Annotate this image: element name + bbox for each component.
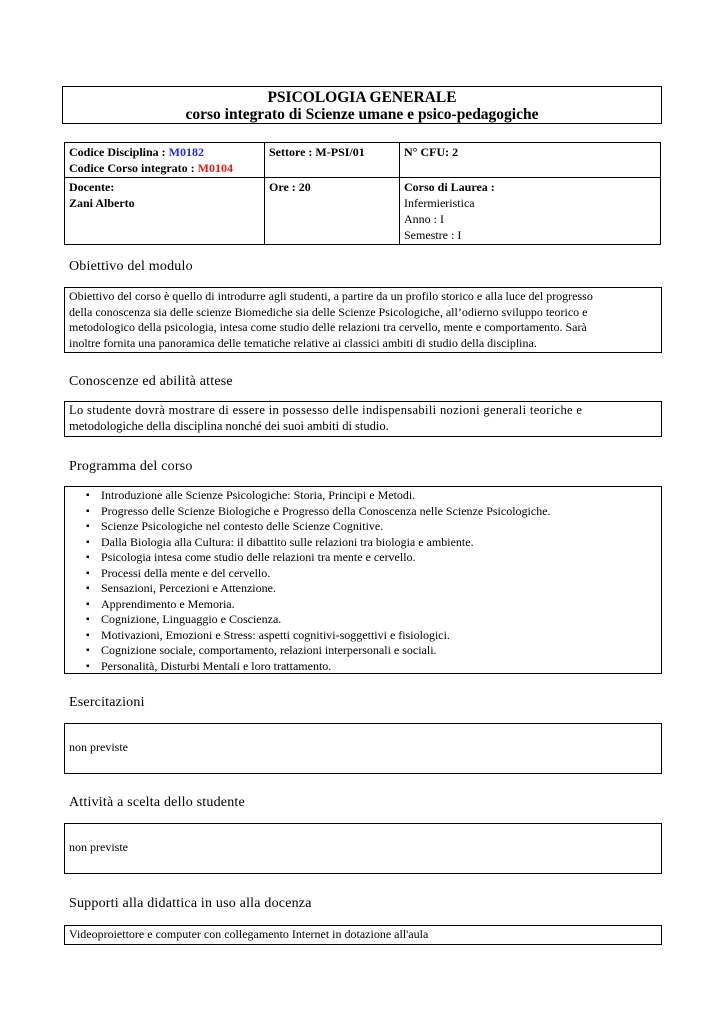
list-item: ▪ Psicologia intesa come studio delle relazioni tra mente e cervello. xyxy=(69,550,657,566)
obiettivo-line: metodologico della psicologia, intesa come studio delle relazioni tra cervello, mente e comportamento. Sarà xyxy=(69,320,587,334)
attivita-box xyxy=(64,823,662,874)
corso-laurea-value: Infermieristica xyxy=(404,196,475,210)
codice-corso: Codice Corso integrato : M0104 xyxy=(69,161,233,175)
esercitazioni-box xyxy=(64,723,662,774)
settore-cell: Settore : M-PSI/01 xyxy=(265,143,400,178)
conoscenze-box xyxy=(64,401,662,437)
corso-laurea-cell xyxy=(400,178,661,245)
ore-cell: Ore : 20 xyxy=(265,178,400,245)
attivita-heading: Attività a scelta dello studente xyxy=(69,795,245,810)
supporti-box xyxy=(64,925,662,945)
cfu-cell: N° CFU: 2 xyxy=(400,143,661,178)
page-title: PSICOLOGIA GENERALE xyxy=(267,89,457,106)
codice-disciplina: Codice Disciplina : M0182 xyxy=(69,145,204,159)
programma-list xyxy=(69,488,657,674)
obiettivo-line: inoltre fornita una panoramica delle tematiche relative ai classici ambiti di studio della disciplina. xyxy=(69,335,537,350)
list-item: ▪ Cognizione, Linguaggio e Coscienza. xyxy=(69,612,657,628)
docente-name: Zani Alberto xyxy=(69,196,135,210)
list-item: ▪ Cognizione sociale, comportamento, relazioni interpersonali e sociali. xyxy=(69,643,657,659)
conoscenze-heading: Conoscenze ed abilità attese xyxy=(69,374,233,389)
programma-heading: Programma del corso xyxy=(69,459,193,474)
list-item: ▪ Progresso delle Scienze Biologiche e Progresso della Conoscenza nelle Scienze Psicologiche. xyxy=(69,504,657,520)
list-item: ▪ Processi della mente e del cervello. xyxy=(69,566,657,582)
title-box xyxy=(62,86,662,124)
docente-label: Docente: xyxy=(69,180,115,194)
anno: Anno : I xyxy=(404,212,444,226)
codice-disciplina-value: M0182 xyxy=(168,145,204,159)
supporti-heading: Supporti alla didattica in uso alla docenza xyxy=(69,896,312,911)
list-item: ▪ Apprendimento e Memoria. xyxy=(69,597,657,613)
supporti-text: Videoproiettore e computer con collegamento Internet in dotazione all'aula xyxy=(69,927,429,941)
corso-laurea-label: Corso di Laurea : xyxy=(404,180,495,194)
obiettivo-line: Obiettivo del corso è quello di introdurre agli studenti, a partire da un profilo storico e alla luce del progresso xyxy=(69,289,593,303)
obiettivo-heading: Obiettivo del modulo xyxy=(69,259,193,274)
codes-cell xyxy=(65,143,265,178)
list-item: ▪ Introduzione alle Scienze Psicologiche: Storia, Principi e Metodi. xyxy=(69,488,657,504)
list-item: ▪ Dalla Biologia alla Cultura: il dibattito sulle relazioni tra biologia e ambiente. xyxy=(69,535,657,551)
docente-cell xyxy=(65,178,265,245)
course-info-table xyxy=(64,142,661,245)
esercitazioni-heading: Esercitazioni xyxy=(69,695,145,710)
programma-box xyxy=(64,486,662,674)
attivita-text: non previste xyxy=(69,840,128,854)
list-item: ▪ Motivazioni, Emozioni e Stress: aspetti cognitivi-soggettivi e fisiologici. xyxy=(69,628,657,644)
list-item: ▪ Personalità, Disturbi Mentali e loro trattamento. xyxy=(69,659,657,675)
conoscenze-line: Lo studente dovrà mostrare di essere in possesso delle indispensabili nozioni generali teoriche e xyxy=(69,403,583,417)
list-item: ▪ Scienze Psicologiche nel contesto delle Scienze Cognitive. xyxy=(69,519,657,535)
semestre: Semestre : I xyxy=(404,228,462,242)
esercitazioni-text: non previste xyxy=(69,740,128,754)
obiettivo-box xyxy=(64,287,662,353)
page-subtitle: corso integrato di Scienze umane e psico-pedagogiche xyxy=(185,106,539,123)
obiettivo-line: della conoscenza sia delle scienze Biomediche sia delle Scienze Psicologiche, all’odierno sviluppo teorico e xyxy=(69,304,588,319)
list-item: ▪ Sensazioni, Percezioni e Attenzione. xyxy=(69,581,657,597)
codice-corso-value: M0104 xyxy=(197,161,233,175)
conoscenze-line: metodologiche della disciplina nonché dei suoi ambiti di studio. xyxy=(69,418,389,433)
